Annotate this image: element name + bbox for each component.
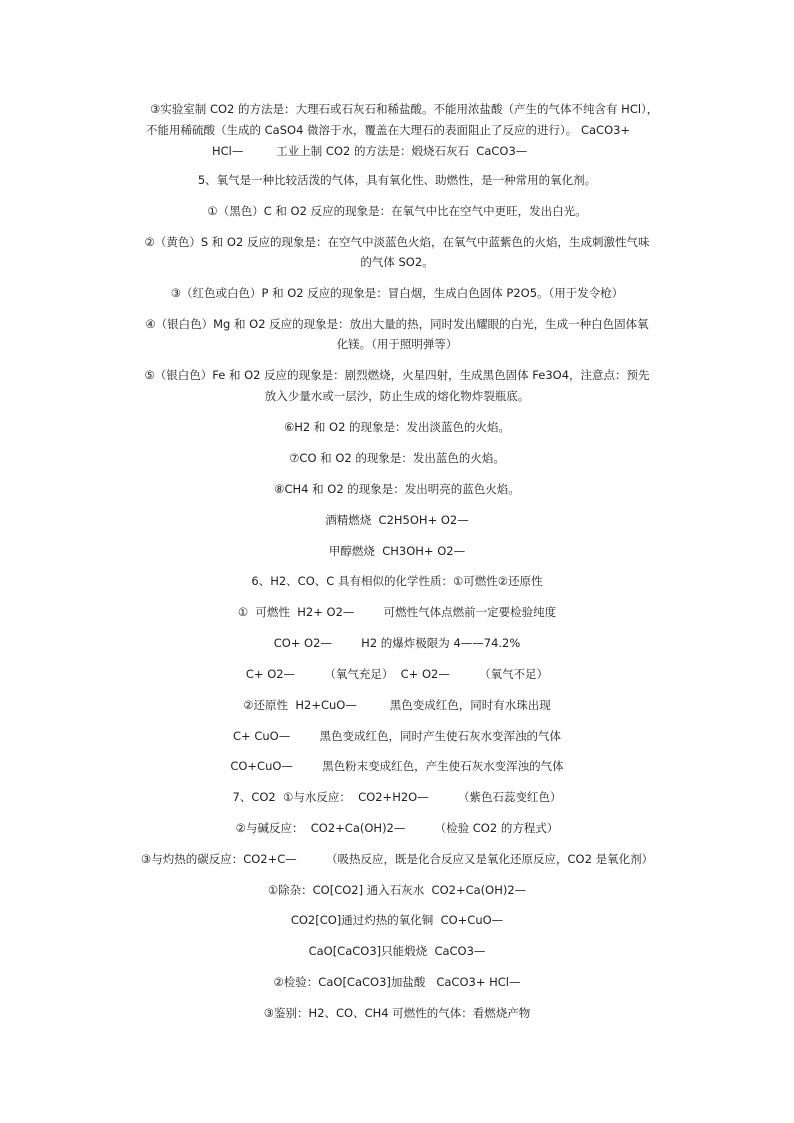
section-heading: 6、H2、CO、C 具有相似的化学性质：①可燃性②还原性: [251, 574, 543, 588]
equation-line: CO2[CO]通过灼热的氧化铜 CO+CuO—: [290, 913, 504, 927]
equation-line: CO+ O2— H2 的爆炸极限为 4——74.2%: [273, 636, 521, 650]
equation-line: C+ CuO— 黑色变成红色，同时产生使石灰水变浑浊的气体: [233, 729, 561, 743]
equation-line: 酒精燃烧 C2H5OH+ O2—: [325, 513, 469, 527]
text-line: 的气体 SO2。: [360, 255, 434, 269]
section-heading: 7、CO2 ①与水反应： CO2+H2O— （紫色石蕊变红色）: [232, 790, 562, 804]
section-heading: 5、氧气是一种比较活泼的气体，具有氧化性、助燃性，是一种常用的氧化剂。: [197, 173, 597, 187]
text-line: ⑤（银白色）Fe 和 O2 反应的现象是：剧烈燃烧，火星四射，生成黑色固体 Fe3O4，注意点：预先: [144, 368, 650, 382]
text-line: ②（黄色）S 和 O2 反应的现象是：在空气中淡蓝色火焰，在氧气中蓝紫色的火焰，生成刺激性气味: [144, 235, 650, 249]
text-line: ③鉴别：H2、CO、CH4 可燃性的气体：看燃烧产物: [263, 1006, 531, 1020]
text-line: ①（黑色）C 和 O2 反应的现象是：在氧气中比在空气中更旺，发出白光。: [207, 204, 587, 218]
text-line: 化镁。（用于照明弹等）: [336, 337, 458, 351]
text-line: 放入少量水或一层沙，防止生成的熔化物炸裂瓶底。: [264, 389, 530, 403]
equation-line: ②还原性 H2+CuO— 黑色变成红色，同时有水珠出现: [243, 698, 551, 712]
equation-line: C+ O2— （氧气充足） C+ O2— （氧气不足）: [245, 667, 549, 681]
equation-line: CaO[CaCO3]只能煅烧 CaCO3—: [308, 944, 486, 958]
equation-line: 甲醇燃烧 CH3OH+ O2—: [328, 544, 466, 558]
equation-line: ②与碱反应： CO2+Ca(OH)2— （检验 CO2 的方程式）: [235, 821, 559, 835]
equation-line: ③与灼热的碳反应：CO2+C— （吸热反应，既是化合反应又是氧化还原反应，CO2 是氧化剂）: [140, 852, 654, 866]
text-line: ⑧CH4 和 O2 的现象是：发出明亮的蓝色火焰。: [274, 482, 520, 496]
text-line: ④（银白色）Mg 和 O2 反应的现象是：放出大量的热，同时发出耀眼的白光，生成一种白色固体氧: [145, 317, 649, 331]
text-line: ③（红色或白色）P 和 O2 反应的现象是：冒白烟，生成白色固体 P2O5。（用于发令枪）: [170, 286, 624, 300]
equation-line: CO+CuO— 黑色粉末变成红色，产生使石灰水变浑浊的气体: [230, 759, 564, 773]
text-line: HCl— 工业上制 CO2 的方法是：煅烧石灰石 CaCO3—: [212, 144, 528, 158]
equation-line: ①除杂：CO[CO2] 通入石灰水 CO2+Ca(OH)2—: [267, 883, 527, 897]
text-line: 不能用稀硫酸（生成的 CaSO4 微溶于水，覆盖在大理石的表面阻止了反应的进行）。 CaCO3+: [146, 123, 631, 137]
equation-line: ① 可燃性 H2+ O2— 可燃性气体点燃前一定要检验纯度: [237, 605, 557, 619]
text-line: ③实验室制 CO2 的方法是：大理石或石灰石和稀盐酸。不能用浓盐酸（产生的气体不纯含有 HCl），: [150, 102, 659, 116]
text-line: ⑥H2 和 O2 的现象是：发出淡蓝色的火焰。: [283, 420, 511, 434]
equation-line: ②检验：CaO[CaCO3]加盐酸 CaCO3+ HCl—: [273, 975, 521, 989]
text-line: ⑦CO 和 O2 的现象是：发出蓝色的火焰。: [289, 451, 505, 465]
